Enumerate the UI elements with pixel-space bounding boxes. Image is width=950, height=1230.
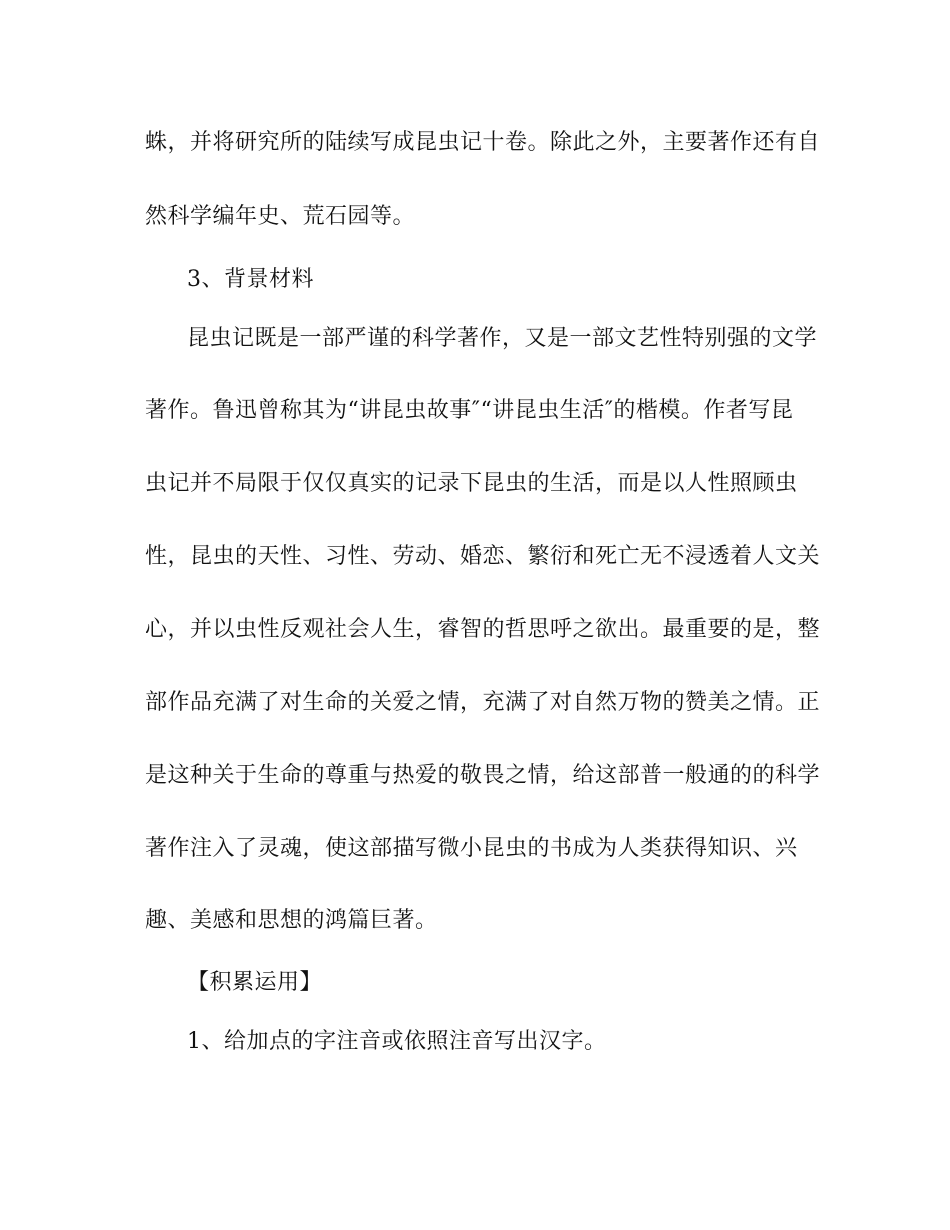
paragraph-line: 著作注入了灵魂，使这部描写微小昆虫的书成为人类获得知识、兴 <box>145 836 798 861</box>
question-line: 1、给加点的字注音或依照注音写出汉字。 <box>187 1029 607 1054</box>
paragraph-line: 是这种关于生命的尊重与热爱的敬畏之情，给这部普一般通的的科学 <box>145 763 821 788</box>
paragraph-line: 蛛，并将研究所的陆续写成昆虫记十卷。除此之外，主要著作还有自 <box>145 130 821 155</box>
paragraph-line: 昆虫记既是一部严谨的科学著作，又是一部文艺性特别强的文学 <box>187 326 818 351</box>
section-heading: 【积累运用】 <box>187 970 323 995</box>
paragraph-line: 著作。鲁迅曾称其为“讲昆虫故事″“讲昆虫生活″的楷模。作者写昆 <box>145 398 794 423</box>
section-heading: 3、背景材料 <box>187 267 314 292</box>
paragraph-line: 趣、美感和思想的鸿篇巨著。 <box>145 908 438 933</box>
paragraph-line: 然科学编年史、荒石园等。 <box>145 204 416 229</box>
paragraph-line: 性，昆虫的天性、习性、劳动、婚恋、繁衍和死亡无不浸透着人文关 <box>145 544 821 569</box>
paragraph-line: 虫记并不局限于仅仅真实的记录下昆虫的生活，而是以人性照顾虫 <box>145 471 798 496</box>
paragraph-line: 心，并以虫性反观社会人生，睿智的哲思呼之欲出。最重要的是，整 <box>145 617 821 642</box>
paragraph-line: 部作品充满了对生命的关爱之情，充满了对自然万物的赞美之情。正 <box>145 690 821 715</box>
